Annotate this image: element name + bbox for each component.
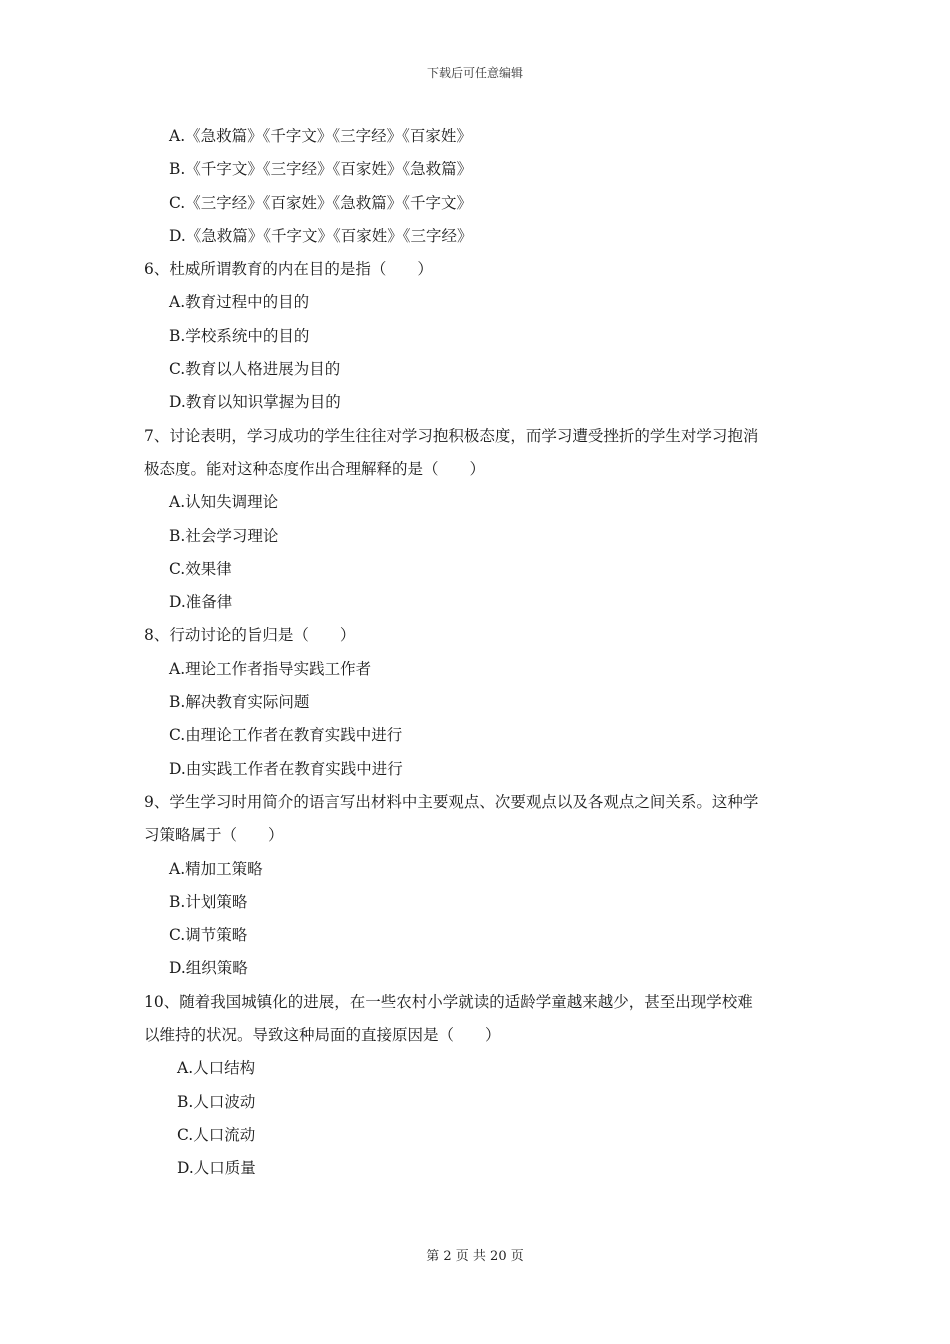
text-line-13: B.社会学习理论 <box>169 526 279 545</box>
text-line-21: 9、学生学习时用简介的语言写出材料中主要观点、次要观点以及各观点之间关系。这种学 <box>144 792 759 811</box>
text-line-9: D.教育以知识掌握为目的 <box>169 393 341 412</box>
text-line-25: C.调节策略 <box>169 926 248 945</box>
text-line-24: B.计划策略 <box>169 892 248 911</box>
text-line-6: A.教育过程中的目的 <box>169 293 310 312</box>
text-line-4: D.《急救篇》《千字文》《百家姓》《三字经》 <box>169 226 473 245</box>
text-line-20: D.由实践工作者在教育实践中进行 <box>169 759 403 778</box>
text-line-29: A.人口结构 <box>177 1059 256 1078</box>
text-line-5: 6、杜威所谓教育的内在目的是指（ ） <box>144 260 433 279</box>
text-line-14: C.效果律 <box>169 559 232 578</box>
text-line-16: 8、行动讨论的旨归是（ ） <box>144 626 356 645</box>
text-line-11: 极态度。能对这种态度作出合理解释的是（ ） <box>144 459 486 478</box>
text-line-1: A.《急救篇》《千字文》《三字经》《百家姓》 <box>169 127 472 145</box>
text-line-23: A.精加工策略 <box>169 859 263 878</box>
document-body <box>144 120 814 1186</box>
text-line-32: D.人口质量 <box>177 1159 256 1178</box>
text-line-12: A.认知失调理论 <box>169 493 279 512</box>
text-line-18: B.解决教育实际问题 <box>169 693 310 712</box>
text-line-15: D.准备律 <box>169 593 233 612</box>
page-footer: 第 2 页 共 20 页 <box>426 1249 524 1264</box>
text-line-28: 以维持的状况。导致这种局面的直接原因是（ ） <box>144 1026 501 1045</box>
text-line-19: C.由理论工作者在教育实践中进行 <box>169 726 403 745</box>
text-line-31: C.人口流动 <box>177 1125 256 1144</box>
text-line-10: 7、讨论表明，学习成功的学生往往对学习抱积极态度，而学习遭受挫折的学生对学习抱消 <box>144 426 759 445</box>
text-line-8: C.教育以人格进展为目的 <box>169 360 341 379</box>
text-line-22: 习策略属于（ ） <box>144 826 284 845</box>
page-header: 下载后可任意编辑 <box>426 66 523 80</box>
text-line-2: B.《千字文》《三字经》《百家姓》《急救篇》 <box>169 160 473 179</box>
text-line-3: C.《三字经》《百家姓》《急救篇》《千字文》 <box>169 193 472 212</box>
text-line-26: D.组织策略 <box>169 959 248 978</box>
text-line-17: A.理论工作者指导实践工作者 <box>169 659 372 678</box>
text-line-30: B.人口波动 <box>177 1092 256 1111</box>
text-line-7: B.学校系统中的目的 <box>169 326 310 345</box>
text-line-27: 10、随着我国城镇化的进展，在一些农村小学就读的适龄学童越来越少，甚至出现学校难 <box>144 992 753 1011</box>
